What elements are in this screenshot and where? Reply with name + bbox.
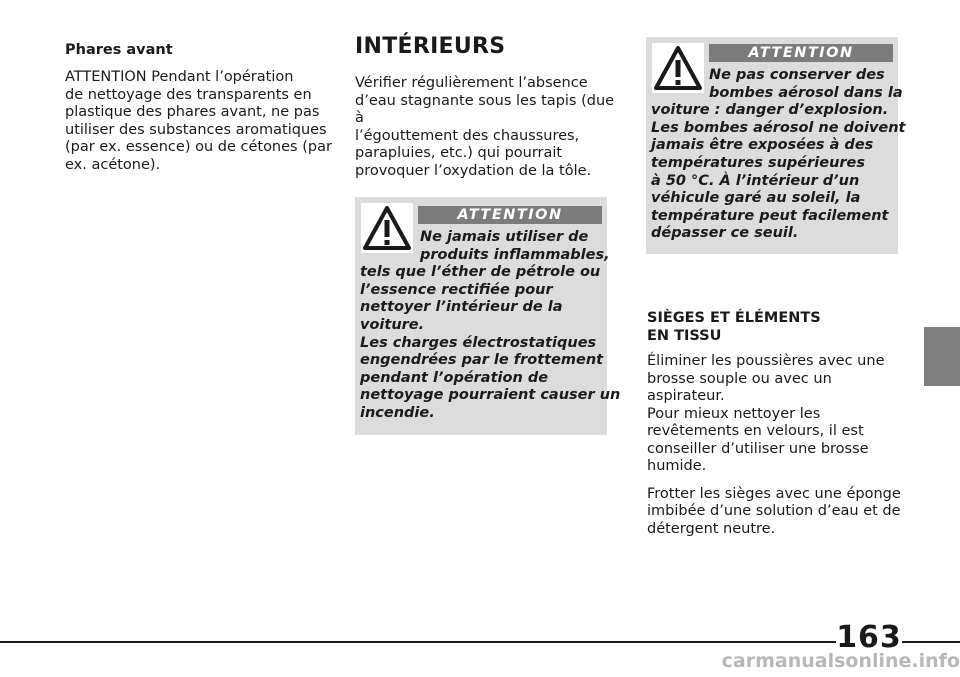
page-number: 163 [836,620,902,655]
text-line: conseiller d’utiliser une brosse [647,440,869,457]
text-line: Pour mieux nettoyer les [647,405,821,422]
text-line: utiliser des substances aromatiques [65,121,327,138]
warning-line: voiture. [360,316,425,333]
text-line: détergent neutre. [647,520,776,537]
warning-banner: ATTENTION [709,44,893,62]
text-line: l’égouttement des chaussures, [355,127,580,144]
warning-text-aerosol [651,67,906,243]
warning-line: véhicule garé au soleil, la [651,190,861,207]
text-line: (par ex. essence) ou de cétones (par [65,139,332,155]
right-column [647,309,907,538]
warning-text-flammable [360,229,621,423]
warning-line: à 50 °C. À l’intérieur d’un [651,172,860,189]
section-heading-phares-avant: Phares avant [65,42,173,58]
section-title-interieurs: INTÉRIEURS [355,34,506,59]
left-column [65,41,335,174]
text-line: imbibée d’une solution d’eau et de [647,503,901,519]
text-line: ex. acétone). [65,156,161,173]
warning-box-aerosol [646,37,906,254]
text-line: humide. [647,458,707,474]
interieurs-paragraph [355,75,615,180]
warning-line: jamais être exposées à des [651,137,874,154]
middle-column [355,35,615,180]
text-line: parapluies, etc.) qui pourrait [355,145,563,161]
warning-line: l’essence rectifiée pour [360,281,553,298]
warning-line: pendant l’opération de [360,369,549,386]
heading-line: SIÈGES ET ÉLÉMENTS [647,310,821,326]
text-line: revêtements en velours, il est [647,423,864,439]
heading-line: EN TISSU [647,328,722,344]
warning-line: nettoyer l’intérieur de la [360,299,563,316]
warning-line: températures supérieures [651,154,866,171]
text-line: Éliminer les poussières avec une [647,353,885,369]
warning-line: engendrées par le frottement [360,352,604,369]
warning-line: Les charges électrostatiques [360,334,597,351]
text-line: Frotter les sièges avec une éponge [647,485,901,502]
warning-line: tels que l’éther de pétrole ou [360,264,601,281]
warning-box-flammable [355,197,621,435]
warning-line: voiture : danger d’explosion. [651,102,889,119]
text-line: ATTENTION Pendant l’opération [65,69,294,85]
footer-rule-right [902,641,960,643]
section-heading-sieges [647,309,907,345]
warning-line: dépasser ce seuil. [651,225,799,242]
warning-line: Ne jamais utiliser de [420,229,589,245]
text-line: Vérifier régulièrement l’absence [355,75,588,91]
text-line: d’eau stagnante sous les tapis (due à [355,92,615,126]
phares-avant-paragraph [65,69,335,174]
sieges-paragraph-2 [647,486,907,539]
watermark: carmanualsonline.info [721,650,960,672]
text-line: plastique des phares avant, ne pas [65,104,320,120]
warning-line: Les bombes aérosol ne doivent [651,119,906,136]
warning-line: incendie. [360,404,435,421]
text-line: brosse souple ou avec un aspirateur. [647,370,832,404]
chapter-tab-marker [924,327,960,386]
text-line: provoquer l’oxydation de la tôle. [355,162,592,179]
warning-line: température peut facilement [651,207,889,224]
warning-line: bombes aérosol dans la [709,84,903,101]
warning-line: Ne pas conserver des [709,67,885,83]
footer-rule-left [0,641,836,643]
warning-banner: ATTENTION [418,206,602,224]
warning-line: produits inflammables, [420,246,610,263]
text-line: de nettoyage des transparents en [65,86,312,103]
sieges-paragraph-1 [647,353,907,476]
warning-line: nettoyage pourraient causer un [360,387,621,404]
